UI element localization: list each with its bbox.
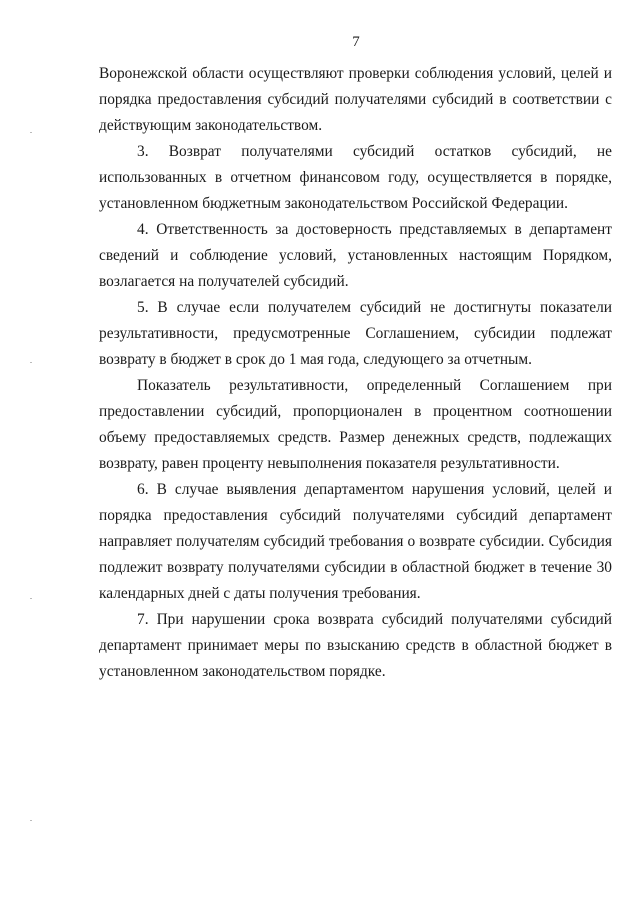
- document-body: [99, 61, 612, 685]
- scan-artifact: [30, 598, 32, 599]
- scan-artifact: [30, 362, 32, 363]
- page-number: 7: [352, 34, 360, 50]
- paragraph-indicator-proportion: Показатель результативности, определенный Соглашением при предоставлении субсидий, пропорционален в процентном соотношении объему предоставляемых средств. Размер денежных средств, подлежащих возврату, равен проценту невыполнения показателя результативности.: [99, 377, 612, 472]
- paragraph-3-refund: 3. Возврат получателями субсидий остатков субсидий, не использованных в отчетном финансовом году, осуществляется в порядке, установленном бюджетным законодательством Российской Федерации.: [99, 143, 612, 212]
- scan-artifact: [30, 820, 32, 821]
- scan-artifact: [30, 132, 32, 133]
- paragraph-7-recovery: 7. При нарушении срока возврата субсидий получателями субсидий департамент принимает меры по взысканию средств в областной бюджет в установленном законодательством порядке.: [99, 611, 612, 680]
- paragraph-continuation: Воронежской области осуществляют проверки соблюдения условий, целей и порядка предоставления субсидий получателями субсидий в соответствии с действующим законодательством.: [99, 65, 612, 134]
- paragraph-4-responsibility: 4. Ответственность за достоверность представляемых в департамент сведений и соблюдение условий, установленных настоящим Порядком, возлагается на получателей субсидий.: [99, 221, 612, 290]
- paragraph-5-indicators: 5. В случае если получателем субсидий не достигнуты показатели результативности, предусмотренные Соглашением, субсидии подлежат возврату в бюджет в срок до 1 мая года, следующего за отчетным.: [99, 299, 612, 368]
- paragraph-6-violation: 6. В случае выявления департаментом нарушения условий, целей и порядка предоставления субсидий получателями субсидий департамент направляет получателям субсидий требования о возврате субсидии. Субсидия подлежит возврату получателями субсидии в областной бюджет в течение 30 календарных дней с даты получения требования.: [99, 481, 612, 602]
